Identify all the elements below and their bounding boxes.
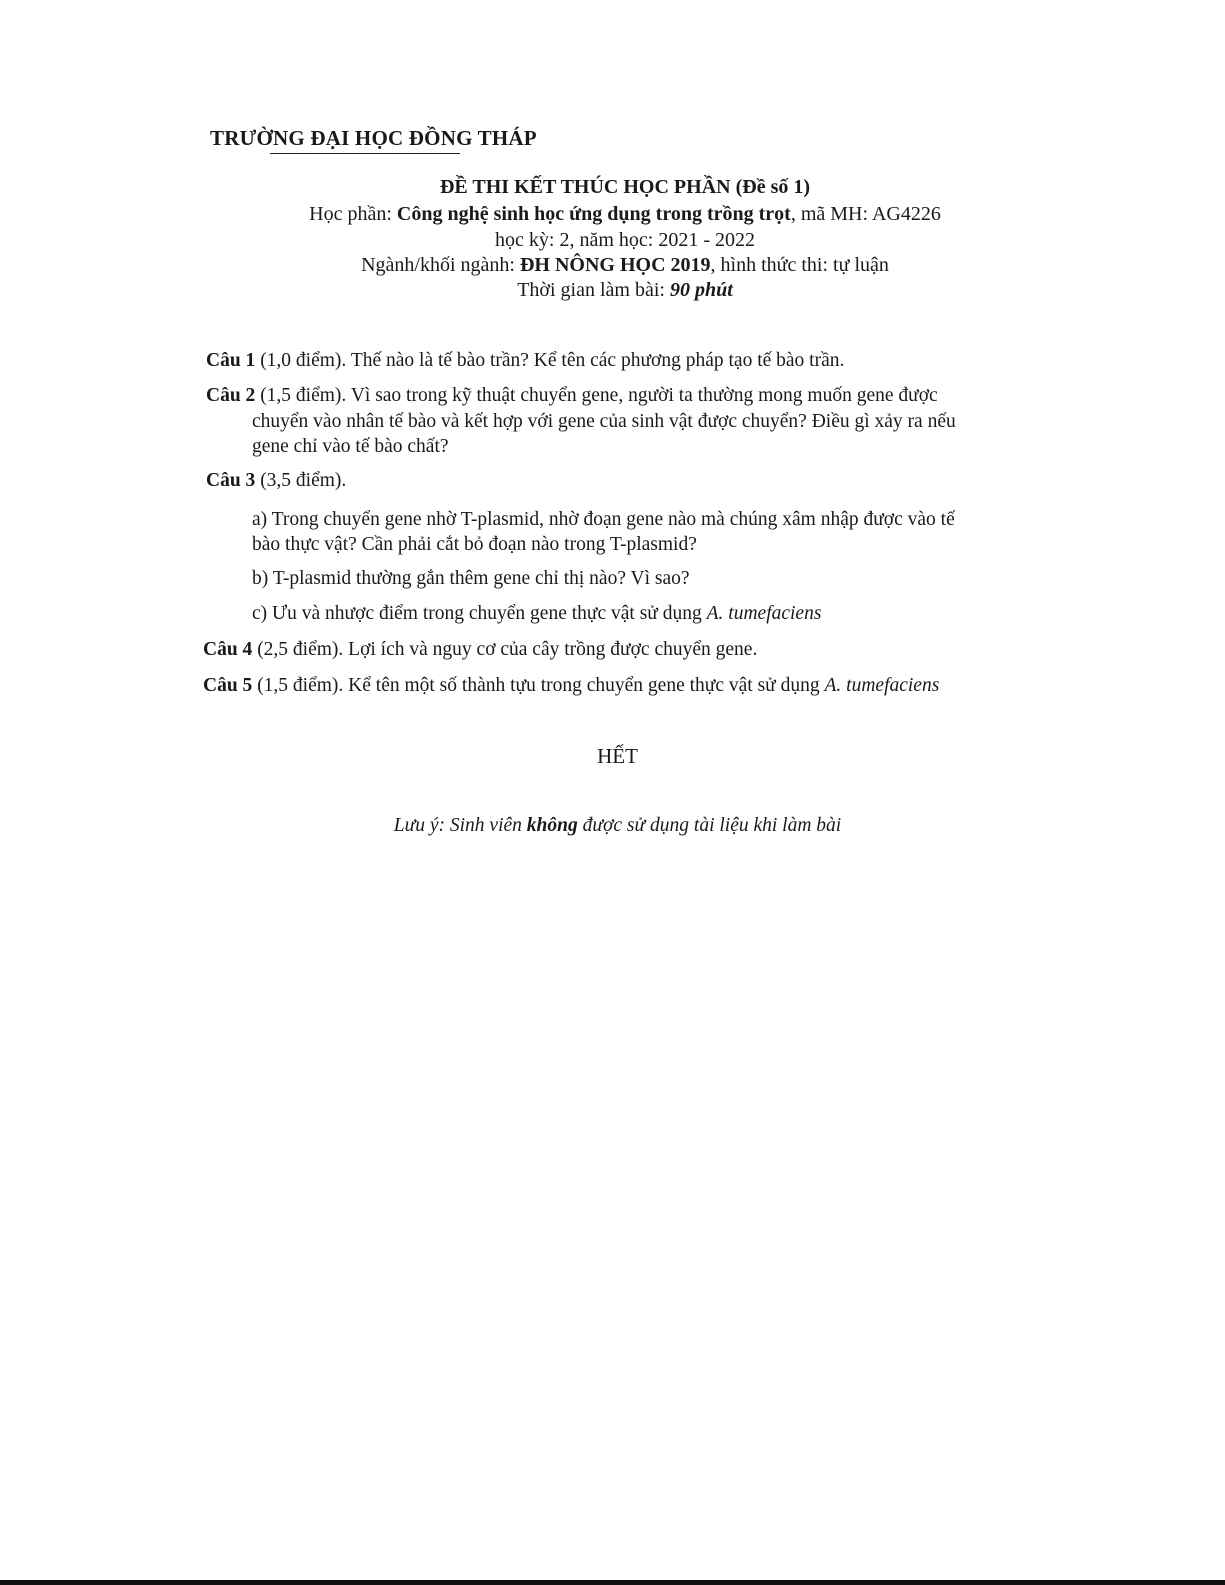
scan-bottom-edge: [0, 1580, 1225, 1585]
note-suffix: được sử dụng tài liệu khi làm bài: [577, 815, 842, 836]
question-3b: b) T-plasmid thường gắn thêm gene chỉ thị nào? Vì sao?: [252, 568, 690, 589]
school-name: TRƯỜNG ĐẠI HỌC ĐỒNG THÁP: [210, 126, 537, 150]
question-2-line-2: chuyển vào nhân tế bào và kết hợp với gene của sinh vật được chuyển? Điều gì xảy ra nếu: [252, 411, 956, 432]
note-prefix: Lưu ý: Sinh viên: [393, 815, 527, 836]
term-line: học kỳ: 2, năm học: 2021 - 2022: [495, 229, 755, 251]
major-name: ĐH NÔNG HỌC 2019: [519, 254, 711, 276]
question-1: [206, 348, 844, 374]
note-bold: không: [526, 815, 578, 836]
question-label: Câu 3: [206, 470, 256, 491]
question-3a: a) Trong chuyển gene nhờ T-plasmid, nhờ đoạn gene nào mà chúng xâm nhập được vào tế: [252, 509, 955, 530]
exam-title: ĐỀ THI KẾT THÚC HỌC PHẦN (Đề số 1): [439, 176, 811, 198]
question-label: Câu 2: [206, 385, 256, 406]
question-text: (1,5 điểm). Vì sao trong kỹ thuật chuyển gene, người ta thường mong muốn gene được: [255, 385, 938, 406]
school-underline: [270, 153, 460, 154]
course-label: Học phần:: [309, 203, 397, 225]
course-code: , mã MH: AG4226: [790, 203, 941, 225]
major-line: [0, 254, 1225, 277]
course-line: [0, 203, 1225, 226]
species-name: A. tumefaciens: [824, 675, 940, 696]
course-name: Công nghệ sinh học ứng dụng trong trồng trọt: [396, 203, 791, 225]
question-4: [203, 637, 757, 663]
exam-form: , hình thức thi: tự luận: [710, 254, 889, 276]
time-line: [0, 279, 1225, 302]
question-label: Câu 1: [206, 350, 256, 371]
question-text: (1,0 điểm). Thế nào là tế bào trần? Kể tên các phương pháp tạo tế bào trần.: [255, 350, 845, 371]
question-3a-line-2: bào thực vật? Cần phải cắt bỏ đoạn nào trong T-plasmid?: [252, 534, 697, 555]
exam-note: [0, 815, 1225, 837]
question-2: [206, 383, 938, 409]
question-3c-text: c) Ưu và nhược điểm trong chuyển gene thực vật sử dụng: [252, 603, 707, 624]
major-label: Ngành/khối ngành:: [361, 254, 520, 276]
question-text: (2,5 điểm). Lợi ích và nguy cơ của cây trồng được chuyển gene.: [252, 639, 758, 660]
question-label: Câu 4: [203, 639, 253, 660]
species-name: A. tumefaciens: [706, 603, 822, 624]
question-text: (3,5 điểm).: [255, 470, 347, 491]
end-marker: HẾT: [597, 744, 638, 768]
question-label: Câu 5: [203, 675, 253, 696]
question-5: [203, 673, 939, 699]
time-value: 90 phút: [669, 279, 733, 301]
question-3c: [252, 601, 821, 627]
question-text: (1,5 điểm). Kể tên một số thành tựu trong chuyển gene thực vật sử dụng: [252, 675, 825, 696]
question-3: [206, 468, 346, 494]
question-2-line-3: gene chỉ vào tế bào chất?: [252, 436, 449, 457]
time-label: Thời gian làm bài:: [517, 279, 670, 301]
